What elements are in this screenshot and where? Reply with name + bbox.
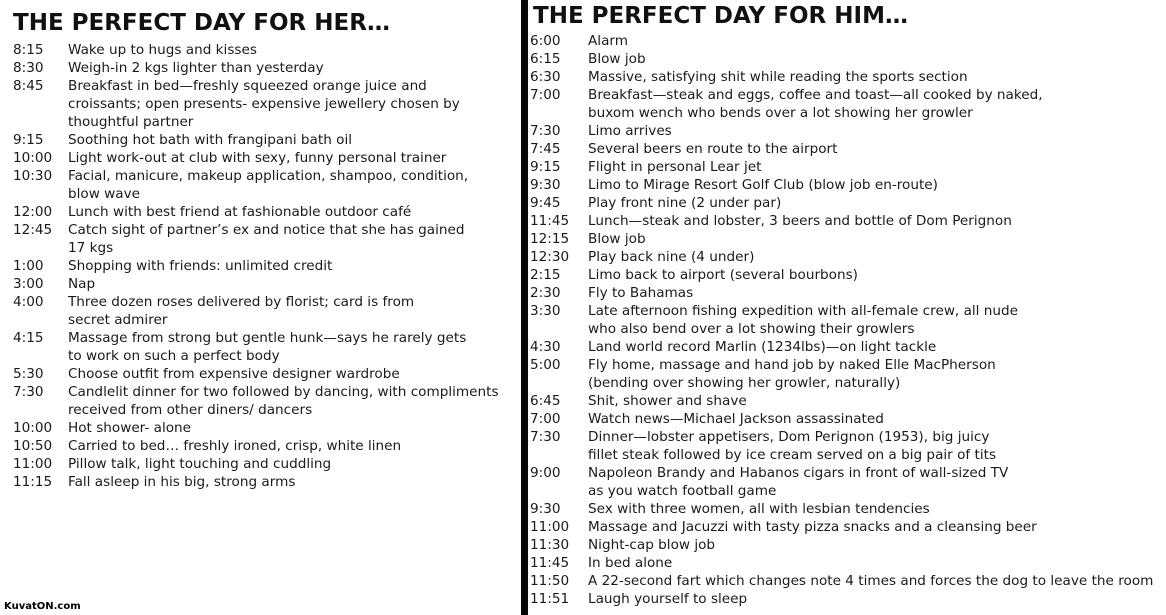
entry-time: 8:15 [13, 42, 44, 58]
entry-description [588, 176, 1166, 194]
entry-time: 6:45 [530, 393, 561, 409]
entry-time: 3:30 [530, 303, 561, 319]
entry-description-line: 17 kgs [68, 240, 114, 256]
entry-description-line: Sex with three women, all with lesbian tendencies [588, 501, 930, 517]
entry-time: 4:15 [13, 330, 44, 346]
entry-description [68, 59, 520, 77]
schedule-entry [528, 122, 1166, 140]
entry-description-line: Late afternoon fishing expedition with all-female crew, all nude [588, 303, 1019, 319]
entry-time: 9:45 [530, 195, 561, 211]
entry-description-line: Dinner—lobster appetisers, Dom Perignon (1953), big juicy [588, 429, 990, 445]
entry-description [588, 338, 1166, 356]
schedule-entry [0, 329, 520, 365]
entry-description-line: Fall asleep in his big, strong arms [68, 474, 296, 490]
entry-description [588, 86, 1166, 122]
entry-description [68, 293, 520, 329]
entry-description-line: Laugh yourself to sleep [588, 591, 748, 607]
entry-description-line: Limo arrives [588, 123, 672, 139]
entry-description-line: Lunch with best friend at fashionable outdoor café [68, 204, 412, 220]
schedule-entry [528, 212, 1166, 230]
schedule-entry [0, 131, 520, 149]
entry-description [588, 158, 1166, 176]
schedule-entry [528, 536, 1166, 554]
schedule-entry [0, 275, 520, 293]
entry-time: 9:30 [530, 177, 561, 193]
schedule-entry [528, 356, 1166, 392]
schedule-entry [0, 167, 520, 203]
schedule-entry [528, 68, 1166, 86]
entry-description [588, 410, 1166, 428]
entry-description [588, 536, 1166, 554]
entry-description [588, 230, 1166, 248]
entry-time: 4:30 [530, 339, 561, 355]
entry-time: 5:30 [13, 366, 44, 382]
entry-time: 2:30 [530, 285, 561, 301]
schedule-entry [528, 266, 1166, 284]
entry-time: 6:30 [530, 69, 561, 85]
entry-time: 4:00 [13, 294, 44, 310]
schedule-entry [528, 86, 1166, 122]
entry-time: 10:00 [13, 150, 53, 166]
schedule-entry [0, 473, 520, 491]
entry-description-line: Candlelit dinner for two followed by dancing, with compliments [68, 384, 499, 400]
entry-description [588, 212, 1166, 230]
entry-description [588, 248, 1166, 266]
entry-description [588, 392, 1166, 410]
schedule-entry [528, 248, 1166, 266]
entry-time: 7:00 [530, 87, 561, 103]
entry-description-line: Alarm [588, 33, 628, 49]
entry-description [588, 572, 1166, 590]
schedule-entry [528, 392, 1166, 410]
schedule-entry [528, 32, 1166, 50]
schedule-entry [528, 158, 1166, 176]
entry-description-line: A 22-second fart which changes note 4 times and forces the dog to leave the room [588, 573, 1154, 589]
entry-description [68, 149, 520, 167]
entry-time: 12:45 [13, 222, 53, 238]
schedule-entry [528, 50, 1166, 68]
entry-description [588, 140, 1166, 158]
entry-time: 7:30 [530, 429, 561, 445]
entry-description-line: Massive, satisfying shit while reading the sports section [588, 69, 968, 85]
entry-description-line: Napoleon Brandy and Habanos cigars in front of wall-sized TV [588, 465, 1009, 481]
entry-description-line: Weigh-in 2 kgs lighter than yesterday [68, 60, 324, 76]
entry-description-line: Blow job [588, 51, 646, 67]
schedule-entry [528, 284, 1166, 302]
entry-description [68, 257, 520, 275]
schedule-entry [0, 419, 520, 437]
entry-time: 7:00 [530, 411, 561, 427]
entry-description-line: Nap [68, 276, 96, 292]
entry-description-line: In bed alone [588, 555, 673, 571]
panel-divider [521, 0, 528, 615]
entry-description [588, 500, 1166, 518]
entry-description-line: Watch news—Michael Jackson assassinated [588, 411, 884, 427]
entry-description-line: Hot shower- alone [68, 420, 192, 436]
entry-time: 12:00 [13, 204, 53, 220]
schedule-entry [0, 149, 520, 167]
entry-time: 7:30 [530, 123, 561, 139]
entry-description-line: croissants; open presents- expensive jewellery chosen by [68, 96, 460, 112]
entry-description [68, 221, 520, 257]
entry-description-line: received from other diners/ dancers [68, 402, 313, 418]
entry-description [68, 437, 520, 455]
entry-description [68, 203, 520, 221]
entry-description-line: Catch sight of partner’s ex and notice that she has gained [68, 222, 465, 238]
him-title: THE PERFECT DAY FOR HIM… [533, 3, 908, 29]
entry-time: 10:50 [13, 438, 53, 454]
entry-description-line: Breakfast in bed—freshly squeezed orange juice and [68, 78, 427, 94]
entry-description [68, 329, 520, 365]
entry-description-line: Choose outfit from expensive designer wardrobe [68, 366, 400, 382]
entry-description-line: thoughtful partner [68, 114, 194, 130]
entry-description-line: Three dozen roses delivered by florist; card is from [68, 294, 415, 310]
entry-description [588, 428, 1166, 464]
entry-description-line: secret admirer [68, 312, 168, 328]
entry-time: 1:00 [13, 258, 44, 274]
entry-description [68, 365, 520, 383]
entry-description [68, 275, 520, 293]
entry-time: 7:45 [530, 141, 561, 157]
entry-description [588, 518, 1166, 536]
entry-time: 11:51 [530, 591, 570, 607]
entry-time: 5:00 [530, 357, 561, 373]
entry-description-line: Shit, shower and shave [588, 393, 747, 409]
entry-description [68, 131, 520, 149]
entry-time: 11:00 [530, 519, 570, 535]
entry-description-line: Limo back to airport (several bourbons) [588, 267, 858, 283]
entry-description [68, 167, 520, 203]
schedule-entry [528, 140, 1166, 158]
entry-description-line: who also bend over a lot showing their growlers [588, 321, 915, 337]
entry-description [588, 194, 1166, 212]
him-panel [528, 0, 1166, 615]
entry-time: 11:15 [13, 474, 53, 490]
entry-description-line: blow wave [68, 186, 141, 202]
entry-description-line: Light work-out at club with sexy, funny personal trainer [68, 150, 447, 166]
schedule-entry [0, 221, 520, 257]
entry-description-line: Pillow talk, light touching and cuddling [68, 456, 332, 472]
entry-description-line: Carried to bed… freshly ironed, crisp, white linen [68, 438, 402, 454]
entry-description [588, 356, 1166, 392]
schedule-entry [0, 41, 520, 59]
entry-description [68, 41, 520, 59]
schedule-entry [528, 338, 1166, 356]
entry-description-line: Blow job [588, 231, 646, 247]
entry-time: 8:45 [13, 78, 44, 94]
her-panel [0, 0, 520, 615]
entry-description [588, 266, 1166, 284]
schedule-entry [0, 257, 520, 275]
entry-description-line: Flight in personal Lear jet [588, 159, 762, 175]
schedule-entry [528, 230, 1166, 248]
entry-time: 11:00 [13, 456, 53, 472]
entry-description-line: Limo to Mirage Resort Golf Club (blow job en-route) [588, 177, 938, 193]
schedule-entry [528, 500, 1166, 518]
entry-time: 11:50 [530, 573, 570, 589]
schedule-entry [0, 77, 520, 131]
entry-time: 9:30 [530, 501, 561, 517]
entry-time: 6:15 [530, 51, 561, 67]
entry-description-line: Wake up to hugs and kisses [68, 42, 257, 58]
entry-time: 10:00 [13, 420, 53, 436]
her-schedule [0, 41, 520, 491]
entry-description [588, 32, 1166, 50]
entry-description-line: Play front nine (2 under par) [588, 195, 782, 211]
entry-description-line: Fly home, massage and hand job by naked Elle MacPherson [588, 357, 996, 373]
entry-description-line: Several beers en route to the airport [588, 141, 838, 157]
entry-description-line: to work on such a perfect body [68, 348, 280, 364]
entry-description [68, 383, 520, 419]
schedule-entry [528, 590, 1166, 608]
schedule-entry [528, 302, 1166, 338]
entry-description-line: Breakfast—steak and eggs, coffee and toast—all cooked by naked, [588, 87, 1043, 103]
schedule-entry [0, 455, 520, 473]
entry-description [588, 284, 1166, 302]
entry-time: 11:30 [530, 537, 570, 553]
schedule-entry [528, 194, 1166, 212]
entry-description-line: Play back nine (4 under) [588, 249, 755, 265]
her-title: THE PERFECT DAY FOR HER… [13, 10, 390, 36]
entry-time: 11:45 [530, 213, 570, 229]
entry-description-line: Land world record Marlin (1234lbs)—on light tackle [588, 339, 937, 355]
entry-description-line: Massage and Jacuzzi with tasty pizza snacks and a cleansing beer [588, 519, 1037, 535]
entry-time: 12:30 [530, 249, 570, 265]
entry-description-line: Soothing hot bath with frangipani bath oil [68, 132, 353, 148]
entry-time: 9:00 [530, 465, 561, 481]
him-schedule [528, 32, 1166, 608]
schedule-entry [0, 293, 520, 329]
schedule-entry [528, 572, 1166, 590]
schedule-entry [528, 464, 1166, 500]
schedule-entry [0, 437, 520, 455]
entry-description-line: as you watch football game [588, 483, 777, 499]
schedule-entry [0, 203, 520, 221]
entry-time: 9:15 [13, 132, 44, 148]
entry-time: 6:00 [530, 33, 561, 49]
entry-description-line: Shopping with friends: unlimited credit [68, 258, 333, 274]
schedule-entry [528, 176, 1166, 194]
entry-description [588, 554, 1166, 572]
schedule-entry [0, 365, 520, 383]
entry-description-line: buxom wench who bends over a lot showing her growler [588, 105, 973, 121]
entry-description [68, 419, 520, 437]
entry-description [68, 77, 520, 131]
entry-description-line: Fly to Bahamas [588, 285, 694, 301]
schedule-entry [528, 410, 1166, 428]
entry-description-line: Massage from strong but gentle hunk—says he rarely gets [68, 330, 467, 346]
entry-description-line: Lunch—steak and lobster, 3 beers and bottle of Dom Perignon [588, 213, 1012, 229]
entry-description [68, 455, 520, 473]
entry-time: 10:30 [13, 168, 53, 184]
entry-description [588, 122, 1166, 140]
entry-time: 3:00 [13, 276, 44, 292]
entry-description [588, 68, 1166, 86]
entry-time: 2:15 [530, 267, 561, 283]
watermark: KuvatON.com [4, 601, 81, 612]
entry-description [588, 590, 1166, 608]
entry-description [588, 302, 1166, 338]
schedule-entry [0, 383, 520, 419]
entry-description [68, 473, 520, 491]
entry-description-line: Night-cap blow job [588, 537, 716, 553]
entry-time: 11:45 [530, 555, 570, 571]
entry-description [588, 464, 1166, 500]
entry-time: 7:30 [13, 384, 44, 400]
entry-description-line: fillet steak followed by ice cream served on a big pair of tits [588, 447, 997, 463]
entry-time: 12:15 [530, 231, 570, 247]
entry-description-line: (bending over showing her growler, naturally) [588, 375, 901, 391]
schedule-entry [528, 554, 1166, 572]
schedule-entry [528, 518, 1166, 536]
entry-time: 8:30 [13, 60, 44, 76]
entry-description-line: Facial, manicure, makeup application, shampoo, condition, [68, 168, 469, 184]
schedule-entry [528, 428, 1166, 464]
entry-time: 9:15 [530, 159, 561, 175]
entry-description [588, 50, 1166, 68]
schedule-entry [0, 59, 520, 77]
